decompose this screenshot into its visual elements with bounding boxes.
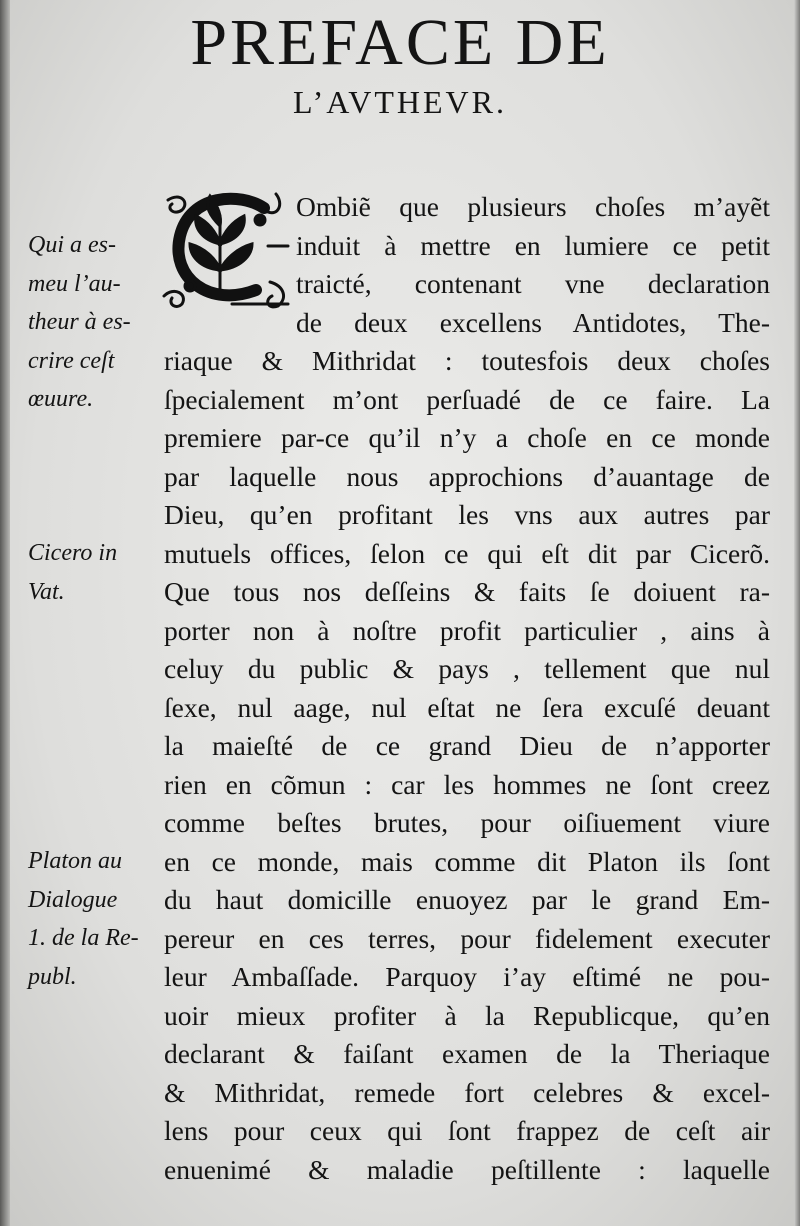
margin-note-line: œuure.	[28, 386, 94, 412]
body-line: enuenimé & maladie peſtillente : laquelle	[164, 1153, 770, 1185]
margin-note-line: Dialogue	[28, 886, 118, 913]
body-line: premiere par-ce qu’il n’y a choſe en ce monde	[164, 422, 770, 453]
page-left-edge-shadow	[0, 0, 10, 1226]
page-subtitle: L’AVTHEVR.	[292, 84, 507, 120]
body-line: ſexe, nul aage, nul eſtat ne ſera excuſé deuant	[164, 691, 770, 723]
margin-note-line: Cicero in	[28, 540, 118, 566]
body-line: ſpecialement m’ont perſuadé de ce faire. La	[164, 383, 770, 415]
body-line: en ce monde, mais comme dit Platon ils ſont	[164, 845, 770, 877]
margin-note-line: publ.	[28, 963, 77, 990]
body-line: celuy du public & pays , tellement que nul	[164, 653, 770, 684]
body-line: induit à mettre en lumiere ce petit	[296, 229, 770, 261]
body-line: porter non à noſtre profit particulier , ains à	[164, 614, 770, 646]
margin-note-line: meu l’au-	[28, 270, 121, 297]
body-line: par laquelle nous approchions d’auantage de	[164, 460, 770, 492]
margin-note-platon	[28, 842, 158, 996]
body-line: la maieſté de ce grand Dieu de n’apporter	[164, 730, 770, 761]
body-line: Que tous nos deſſeins & faits ſe doiuent ra-	[164, 576, 770, 607]
body-line: du haut domicille enuoyez par le grand Em-	[164, 884, 770, 915]
margin-note-line: Vat.	[28, 578, 65, 605]
margin-note-line: Platon au	[28, 848, 122, 874]
body-line: leur Ambaſſade. Parquoy i’ay eſtimé ne pou-	[164, 961, 770, 992]
page-right-edge-shadow	[794, 0, 800, 1226]
body-line: pereur en ces terres, pour fidelement executer	[164, 922, 770, 954]
body-line: uoir mieux profiter à la Republicque, qu’en	[164, 999, 770, 1031]
margin-note-line: theur à es-	[28, 309, 131, 335]
body-line: Ombiẽ que plusieurs choſes m’ayẽt	[296, 191, 770, 222]
margin-note-autheur	[28, 226, 158, 419]
margin-note-line: Qui a es-	[28, 232, 116, 258]
body-line: lens pour ceux qui ſont frappez de ceſt air	[164, 1115, 770, 1146]
body-line: de deux excellens Antidotes, The-	[296, 306, 770, 338]
margin-note-cicero	[28, 534, 158, 611]
body-line: mutuels offices, ſelon ce qui eſt dit par Cicerõ.	[164, 537, 770, 569]
preface-body-text	[164, 188, 770, 1189]
body-line: & Mithridat, remede fort celebres & excel-	[164, 1076, 770, 1108]
body-line: comme beſtes brutes, pour oiſiuement viure	[164, 807, 770, 838]
page-title: PREFACE DE	[190, 6, 610, 79]
body-line: traicté, contenant vne declaration	[296, 268, 770, 299]
body-line: riaque & Mithridat : toutesfois deux choſes	[164, 345, 770, 376]
body-line: declarant & faiſant examen de la Theriaque	[164, 1038, 770, 1069]
body-line: Dieu, qu’en profitant les vns aux autres par	[164, 499, 770, 530]
body-line: rien en cõmun : car les hommes ne ſont creez	[164, 768, 770, 800]
margin-note-line: crire ceſt	[28, 347, 115, 374]
margin-note-line: 1. de la Re-	[28, 925, 139, 951]
